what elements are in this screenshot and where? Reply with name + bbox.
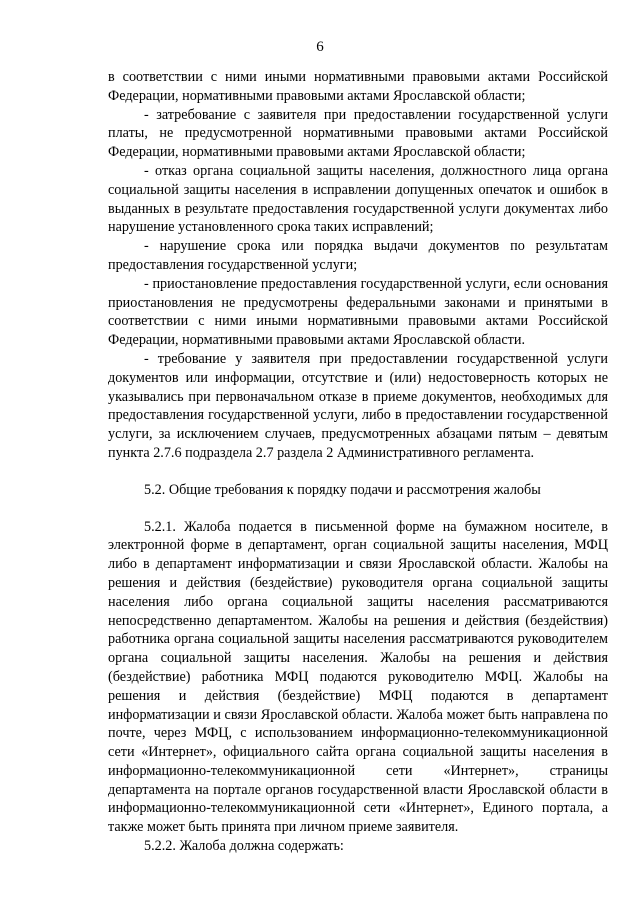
list-item-issuance-violation: - нарушение срока или порядка выдачи документов по результатам предоставления государственной услуги; (108, 238, 608, 273)
section-heading: 5.2. Общие требования к порядку подачи и рассмотрения жалобы (144, 481, 541, 498)
document-body (108, 68, 608, 856)
paragraph-5-2-1: 5.2.1. Жалоба подается в письменной форме на бумажном носителе, в электронной форме в департамент, орган социальной защиты населения, МФЦ либо в департамент информатизации и связи Ярославской области. Жалобы на решения и действия (бездействие) руководителя органа социальной защиты населения либо органа социальной защиты населения рассматриваются непосредственно департаментом. Жалобы на решения и действия (бездействия) работника органа социальной защиты населения рассматриваются руководителем органа социальной защиты населения. Жалобы на решения и действия (бездействие) работника МФЦ подаются руководителю МФЦ. Жалобы на решения и действия (бездействие) МФЦ подаются в департамент информатизации и связи Ярославской области. Жалоба может быть направлена по почте, через МФЦ, с использованием информационно-телекоммуникационной сети «Интернет», официального сайта органа социальной защиты населения в информационно-телекоммуникационной сети «Интернет», страницы департамента на портале органов государственной власти Ярославской области в информационно-телекоммуникационной сети «Интернет», Единого портала, а также может быть принята при личном приеме заявителя. (108, 518, 608, 836)
list-item-fee-demand: - затребование с заявителя при предоставлении государственной услуги платы, не предусмотренной нормативными правовыми актами Российской Федерации, нормативными правовыми актами Ярославской области; (108, 106, 608, 161)
paragraph-5-2-2: 5.2.2. Жалоба должна содержать: (144, 838, 344, 855)
list-item-document-demand: - требование у заявителя при предоставлении государственной услуги документов или информации, отсутствие и (или) недостоверность которых не указывались при первоначальном отказе в приеме документов, необходимых для предоставления государственной услуги, либо в предоставлении государственной услуги, за исключением случаев, предусмотренных абзацами пятым – девятым пункта 2.7.6 подраздела 2.7 раздела 2 Административного регламента. (108, 350, 608, 461)
page-number: 6 (316, 39, 324, 55)
list-item-suspension: - приостановление предоставления государственной услуги, если основания приостановления не предусмотрены федеральными законами и принятыми в соответствии с ними иными нормативными правовыми актами Российской Федерации, нормативными правовыми актами Ярославской области. (108, 275, 608, 349)
list-item-correction-refusal: - отказ органа социальной защиты населения, должностного лица органа социальной защиты населения в исправлении допущенных опечаток и ошибок в выданных в результате предоставления государственной услуги документах либо нарушение установленного срока таких исправлений; (108, 162, 608, 236)
paragraph-continuation: в соответствии с ними иными нормативными правовыми актами Российской Федерации, нормативными правовыми актами Ярославской области; (108, 69, 608, 104)
